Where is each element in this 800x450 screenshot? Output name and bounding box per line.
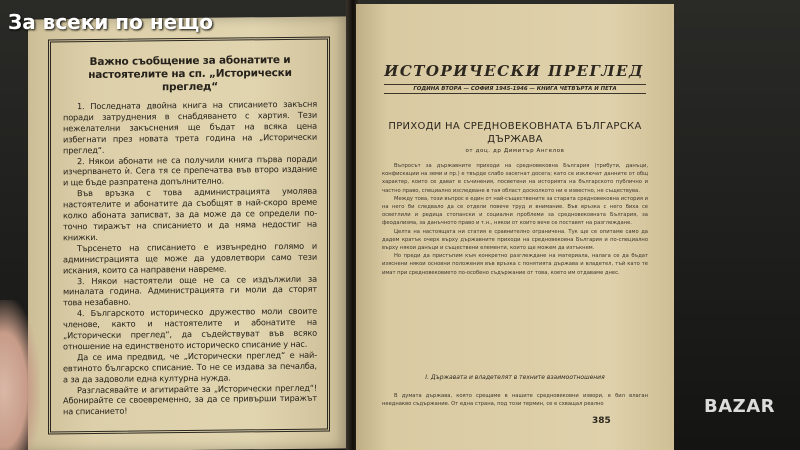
notice-paragraph: 4. Българското историческо дружество моли своите членове, както и настоятелите и абонатите на „Исторически преглед“, да съдействуват във всяко отношение на единственото историческо списание у нас. [63,305,317,352]
left-page [28,16,350,450]
journal-title: ИСТОРИЧЕСКИ ПРЕГЛЕД [384,62,644,80]
notice-paragraph: 2. Някои абонати не са получили книга първа поради изчерпването ѝ. Сега тя се препечатва във второ издание и ще бъде разпратена допълнително. [63,153,317,188]
article-author: от доц. др Димитър Ангелов [465,148,565,154]
article-body [382,162,648,277]
article-paragraph: Целта на настоящата ни статия е сравнително ограничена. Тук ще се опитаме само да дадем кратък очерк върху държавните приходи на средновековна България и по-специално върху някои данъци и съществени елементи, които ще можем да изтъкнем. [382,228,648,252]
article-paragraph: В думата държава, която срещаме в нашите средновековни извори, е бил влаган нееднакво съдържание. От една страна, под този термин, се е схващал реално [382,393,648,408]
overlay-caption: За всеки по нещо [8,10,214,34]
article-paragraph: Между това, този въпрос е един от най-съществените за старата средновековна история и на него би следвало да се отдели повече труд и внимание. Във връзка с него биха се осветлили и редица стопански и социални проблеми за средновековната България, за феодализма, за данъчното право и т.н., някои от които вече се поставят на разглеждане. [382,195,648,227]
article-paragraph: Но преди да пристъпим към конкретно разглеждане на материала, налага се да бъдат изяснени някои основни положения във връзка с понятията държава и владетел, тъй като те имат при средновековието по-особено съдържание от това, което им отдаваме днес. [382,253,648,276]
notice-body [63,99,317,418]
article-paragraph: Въпросът за държавните приходи на средновековна България (трибути, данъци, конфискации на земи и пр.) е твърде слабо засегнат досега; като се изключат данните от общ характер, които се дават в съчинения, посветени на историята на българското публично и частно право, специално изследване в тая област досколкото ни е известно, не съществува. [382,163,648,194]
article-body-continued [382,392,648,408]
notice-title: Важно съобщение за абонатите и настоятелите на сп. „Исторически преглед“ [88,53,292,94]
notice-paragraph: Да се има предвид, че „Исторически преглед“ е най-евтиното българско списание. То не се издава за печалба, а за да задоволи една културна нужда. [63,349,317,384]
notice-paragraph: 3. Някои настоятели още не са се издължили за миналата година. Администрацията ги моли да сторят това незабавно. [63,273,317,308]
notice-paragraph: 1. Последната двойна книга на списанието закъсня поради затруднения в снабдяването с хартия. Тези нежелателни закъснения ще бъдат на всяка цена избегнати през новата трета година на „Исторически преглед“. [63,98,317,155]
notice-paragraph: Търсенето на списанието е извънредно голямо и администрацията ще може да удовлетвори само тези искания, които са направени навреме. [63,240,317,275]
right-page [356,4,674,450]
finger [0,300,40,450]
notice-paragraph: Разгласявайте и агитирайте за „Исторически преглед“! Абонирайте се своевременно, за да се привърши тиражът на списанието! [63,382,317,417]
journal-subtitle: ГОДИНА ВТОРА — СОФИЯ 1945-1946 — КНИГА ЧЕТВЪРТА И ПЕТА [384,84,646,94]
notice-frame [48,37,330,435]
article-title: ПРИХОДИ НА СРЕДНОВЕКОВНАТА БЪЛГАРСКА ДЪРЖАВА [388,121,642,145]
page-number: 385 [592,416,611,426]
bazar-watermark: BAZAR [704,396,775,417]
section-heading: I. Държавата и владетелят в техните взаимоотношения [425,374,605,381]
notice-paragraph: Във връзка с това администрацията умолява настоятелите и абонатите да съобщят в най-скоро време колко абоната записват, за да може да се определи по-точно тиражът на списанието и да няма недостиг на книжки. [63,185,317,243]
